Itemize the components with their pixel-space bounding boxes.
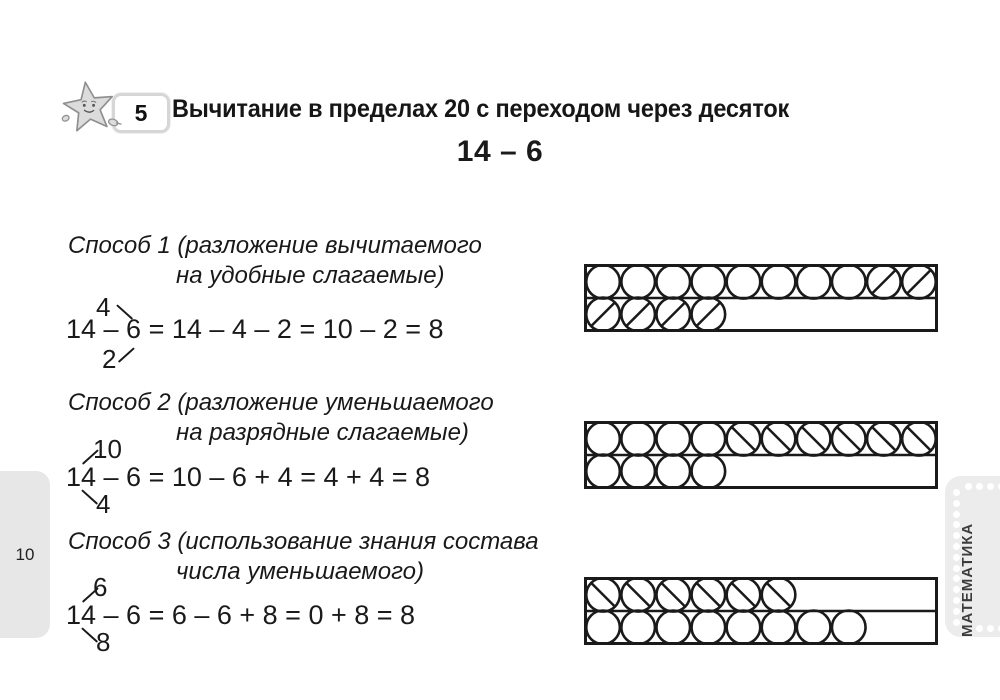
annotation-connector-line <box>118 347 135 363</box>
equation-text: 14 – 6 = 10 – 6 + 4 = 4 + 4 = 8 <box>66 462 431 492</box>
method-3-heading-line2: числа уменьшаемого) <box>176 558 425 585</box>
method-3-equation <box>66 572 416 657</box>
equation-text: 14 – 6 = 14 – 4 – 2 = 10 – 2 = 8 <box>66 314 444 344</box>
method-2-heading-line1: Способ 2 (разложение уменьшаемого <box>68 389 494 416</box>
annotation-top-number: 6 <box>93 572 108 602</box>
problem-expression: 14 – 6 <box>456 135 544 168</box>
annotation-bottom-number: 2 <box>102 344 117 374</box>
method-1-heading-line1: Способ 1 (разложение вычитаемого <box>68 232 482 259</box>
starfish-icon <box>54 80 128 142</box>
annotation-bottom-number: 4 <box>96 489 111 519</box>
page-number: 10 <box>15 544 35 564</box>
method-2-equation <box>66 434 431 519</box>
page-number-tab <box>0 471 50 638</box>
lesson-title: Вычитание в пределах 20 с переходом через десяток <box>172 95 790 123</box>
counting-circles <box>152 174 858 222</box>
annotation-top-number: 10 <box>93 434 122 464</box>
method-1-equation <box>66 292 444 374</box>
method-3-heading-line1: Способ 3 (использование знания состава <box>68 528 539 555</box>
method-2-heading-line2: на разрядные слагаемые) <box>176 419 469 446</box>
method-1-heading-line2: на удобные слагаемые) <box>176 262 445 289</box>
subject-stamp <box>945 476 1000 637</box>
annotation-bottom-number: 8 <box>96 627 111 657</box>
method-2-diagram <box>584 421 938 489</box>
annotation-top-number: 4 <box>96 292 111 322</box>
method-1-diagram <box>584 264 938 332</box>
lesson-number: 5 <box>134 99 148 126</box>
equation-text: 14 – 6 = 6 – 6 + 8 = 0 + 8 = 8 <box>66 600 416 630</box>
method-3-diagram <box>584 577 938 645</box>
subject-label: МАТЕМАТИКА <box>959 522 976 637</box>
